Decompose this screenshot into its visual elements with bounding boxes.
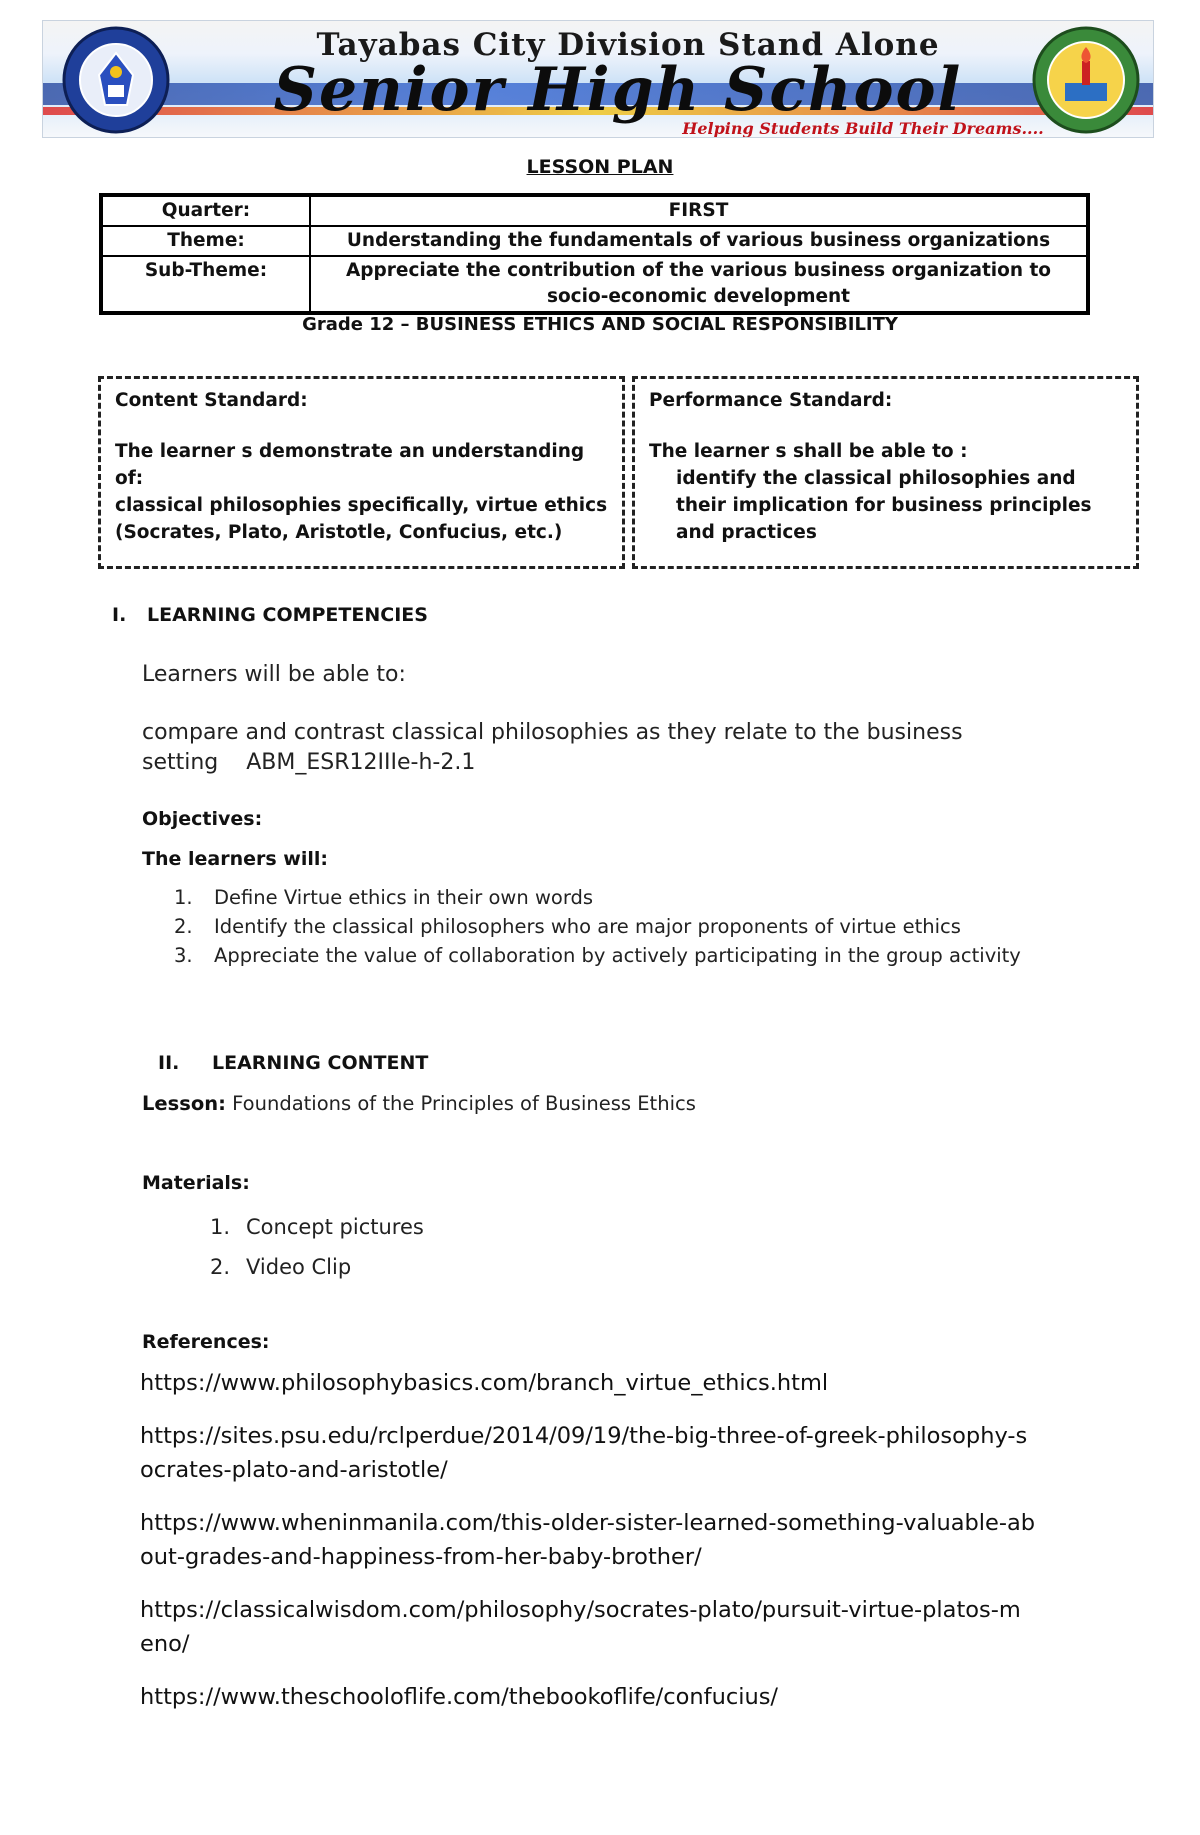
list-number: 2. bbox=[210, 1255, 231, 1279]
table-row bbox=[101, 226, 1088, 256]
theme-label: Theme: bbox=[101, 226, 310, 256]
lesson-value: Foundations of the Principles of Business Ethics bbox=[232, 1092, 696, 1115]
performance-standard-heading: Performance Standard: bbox=[649, 390, 893, 411]
list-item bbox=[174, 884, 1074, 911]
theme-value: Understanding the fundamentals of various business organizations bbox=[310, 226, 1088, 256]
content-standard-line: (Socrates, Plato, Aristotle, Confucius, etc.) bbox=[115, 522, 563, 543]
list-item bbox=[210, 1207, 424, 1247]
performance-standard-box bbox=[632, 376, 1139, 569]
lesson-info-table bbox=[99, 193, 1090, 315]
section-2-number: II. bbox=[158, 1052, 180, 1074]
lesson-label: Lesson: bbox=[142, 1092, 226, 1115]
table-row bbox=[101, 256, 1088, 313]
list-number: 3. bbox=[174, 944, 193, 967]
banner-tagline: Helping Students Build Their Dreams.... bbox=[682, 119, 1044, 138]
objective-text: Appreciate the value of collaboration by actively participating in the group activity bbox=[214, 944, 1021, 967]
reference-link[interactable]: https://www.theschooloflife.com/thebookoflife/confucius/ bbox=[140, 1684, 779, 1710]
performance-standard-line: The learner s shall be able to : bbox=[649, 441, 968, 462]
banner-title-top: Tayabas City Division Stand Alone bbox=[316, 27, 940, 63]
material-text: Concept pictures bbox=[246, 1215, 424, 1239]
competency-line: compare and contrast classical philosophies as they relate to the business bbox=[142, 720, 963, 745]
deped-seal-logo bbox=[61, 25, 171, 135]
content-standard-line: classical philosophies specifically, virtue ethics bbox=[115, 495, 608, 516]
section-2-title: LEARNING CONTENT bbox=[212, 1052, 429, 1074]
list-item bbox=[174, 913, 1074, 940]
content-standard-box bbox=[98, 376, 625, 569]
references-label: References: bbox=[142, 1331, 270, 1353]
performance-standard-body: identify the classical philosophies and their implication for business principles and practices bbox=[676, 468, 1092, 543]
banner-title-main: Senior High School bbox=[273, 55, 963, 125]
quarter-value: FIRST bbox=[310, 195, 1088, 226]
quarter-label: Quarter: bbox=[101, 195, 310, 226]
objectives-label: Objectives: bbox=[142, 808, 263, 830]
material-text: Video Clip bbox=[246, 1255, 352, 1279]
lesson-plan-title: LESSON PLAN bbox=[526, 156, 674, 178]
competency-code-line: setting ABM_ESR12IIIe-h-2.1 bbox=[142, 750, 476, 775]
content-standard-heading: Content Standard: bbox=[115, 390, 308, 411]
sub-theme-label: Sub-Theme: bbox=[101, 256, 310, 313]
objective-text: Define Virtue ethics in their own words bbox=[214, 886, 594, 909]
competency-intro: Learners will be able to: bbox=[142, 662, 406, 687]
reference-link[interactable]: https://www.philosophybasics.com/branch_virtue_ethics.html bbox=[140, 1370, 829, 1396]
table-row bbox=[101, 195, 1088, 226]
header-banner bbox=[42, 20, 1154, 138]
grade-subject-line: Grade 12 – BUSINESS ETHICS AND SOCIAL RESPONSIBILITY bbox=[302, 314, 898, 335]
division-seal-logo bbox=[1031, 25, 1141, 135]
list-item bbox=[174, 942, 1074, 969]
objectives-list bbox=[174, 884, 1074, 971]
content-standard-line: The learner s demonstrate an understanding of: bbox=[115, 441, 585, 489]
reference-link[interactable]: https://classicalwisdom.com/philosophy/socrates-plato/pursuit-virtue-platos-meno/ bbox=[140, 1597, 1021, 1657]
materials-list bbox=[210, 1207, 424, 1287]
list-number: 1. bbox=[210, 1215, 231, 1239]
lesson-line bbox=[142, 1092, 696, 1115]
sub-theme-value: Appreciate the contribution of the various business organization to socio-economic development bbox=[310, 256, 1088, 313]
reference-link[interactable]: https://sites.psu.edu/rclperdue/2014/09/19/the-big-three-of-greek-philosophy-socrates-plato-and-aristotle/ bbox=[140, 1423, 1028, 1483]
section-1-number: I. bbox=[112, 604, 127, 626]
list-item bbox=[210, 1247, 424, 1287]
section-1-title: LEARNING COMPETENCIES bbox=[147, 604, 428, 626]
materials-label: Materials: bbox=[142, 1172, 250, 1194]
list-number: 2. bbox=[174, 915, 193, 938]
learners-will-label: The learners will: bbox=[142, 848, 328, 870]
objective-text: Identify the classical philosophers who are major proponents of virtue ethics bbox=[214, 915, 961, 938]
reference-link[interactable]: https://www.wheninmanila.com/this-older-sister-learned-something-valuable-about-grades-and-happiness-from-her-baby-brother/ bbox=[140, 1510, 1036, 1570]
list-number: 1. bbox=[174, 886, 193, 909]
